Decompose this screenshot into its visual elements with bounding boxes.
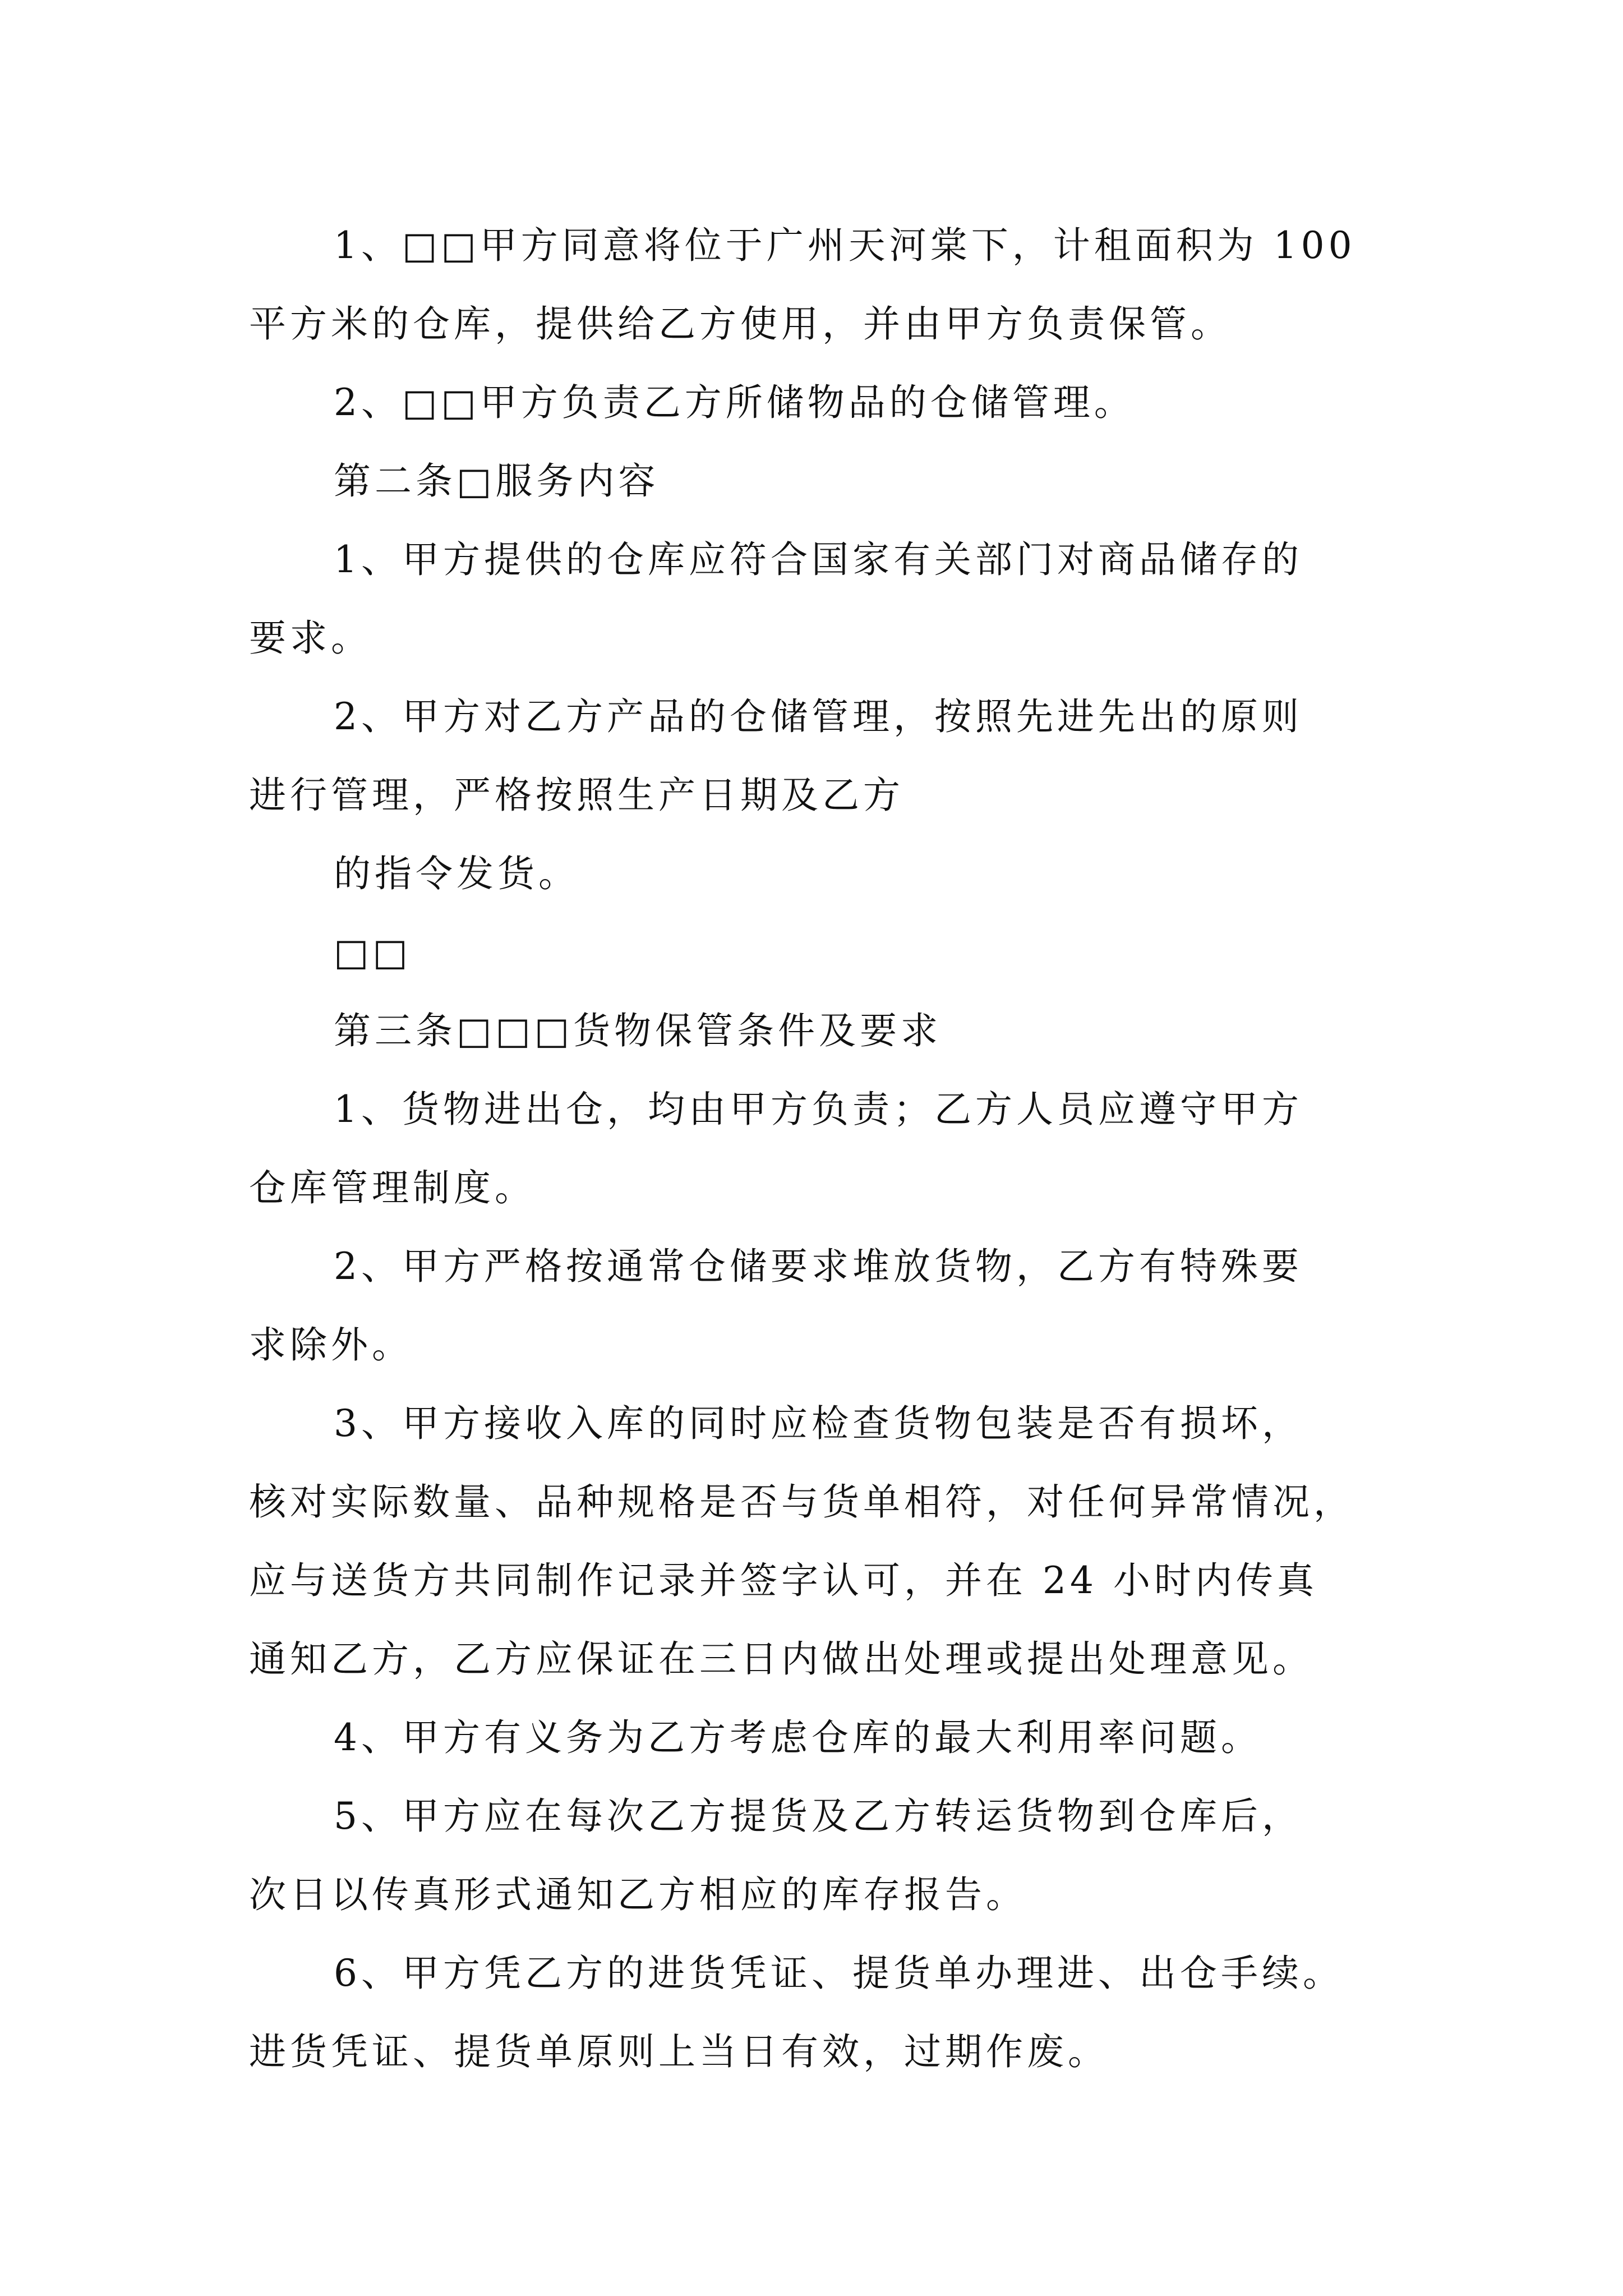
text-line: 3、甲方接收入库的同时应检查货物包装是否有损坏，: [334, 1402, 1303, 1445]
text-line: 仓库管理制度。: [249, 1166, 536, 1209]
text-line: 1、甲方提供的仓库应符合国家有关部门对商品储存的: [334, 538, 1303, 581]
text-line: 2、□□甲方负责乙方所储物品的仓储管理。: [334, 381, 1135, 424]
section-heading: 第三条□□□货物保管条件及要求: [334, 1009, 942, 1052]
text-line: 1、□□甲方同意将位于广州天河棠下，计租面积为 100: [334, 224, 1356, 267]
text-line: 进货凭证、提货单原则上当日有效，过期作废。: [249, 2030, 1109, 2073]
text-line: 通知乙方，乙方应保证在三日内做出处理或提出处理意见。: [249, 1637, 1313, 1681]
text-line: 核对实际数量、品种规格是否与货单相符，对任何异常情况，: [249, 1480, 1354, 1524]
text-line: 2、甲方严格按通常仓储要求堆放货物，乙方有特殊要: [334, 1245, 1303, 1288]
text-line: 的指令发货。: [334, 852, 579, 895]
text-line: 要求。: [249, 616, 372, 660]
section-heading: 第二条□服务内容: [334, 459, 660, 503]
text-line: 4、甲方有义务为乙方考虑仓库的最大利用率问题。: [334, 1716, 1262, 1759]
text-line: 5、甲方应在每次乙方提货及乙方转运货物到仓库后，: [334, 1795, 1303, 1838]
text-line: 进行管理，严格按照生产日期及乙方: [249, 774, 904, 817]
text-line: 6、甲方凭乙方的进货凭证、提货单办理进、出仓手续。: [334, 1952, 1344, 1995]
text-line: 次日以传真形式通知乙方相应的库存报告。: [249, 1873, 1027, 1916]
text-line: 平方米的仓库，提供给乙方使用，并由甲方负责保管。: [249, 302, 1232, 346]
text-line: 1、货物进出仓，均由甲方负责；乙方人员应遵守甲方: [334, 1088, 1303, 1131]
text-line: 求除外。: [249, 1323, 413, 1366]
text-line: 应与送货方共同制作记录并签字认可，并在 24 小时内传真: [249, 1559, 1318, 1602]
document-body: [249, 206, 1404, 2091]
text-line: 2、甲方对乙方产品的仓储管理，按照先进先出的原则: [334, 695, 1303, 738]
text-line: □□: [334, 931, 412, 974]
